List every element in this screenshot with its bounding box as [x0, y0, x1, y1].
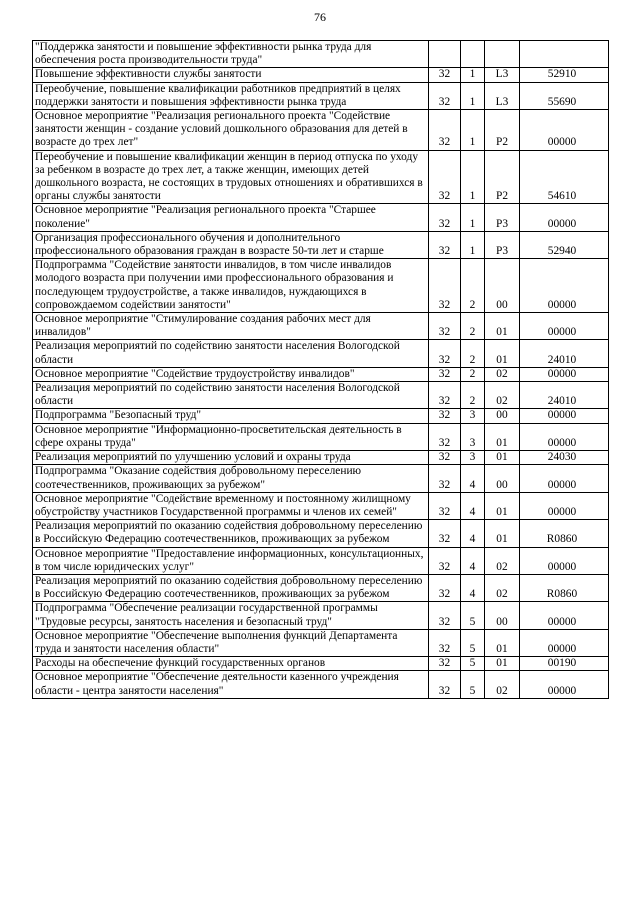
column-3-cell: 02	[485, 547, 520, 574]
column-1-cell	[429, 41, 461, 68]
column-2-cell: 3	[461, 409, 485, 423]
column-1-cell: 32	[429, 68, 461, 82]
table-row	[33, 382, 609, 409]
column-1-cell: 32	[429, 150, 461, 204]
column-1-cell: 32	[429, 259, 461, 313]
column-4-cell: 55690	[520, 82, 609, 109]
table-row	[33, 68, 609, 82]
column-3-cell: 01	[485, 520, 520, 547]
row-name-cell: Основное мероприятие "Обеспечение выполнения функций Департамента труда и занятости населения области"	[33, 629, 429, 656]
table-row	[33, 423, 609, 450]
column-1-cell: 32	[429, 657, 461, 671]
column-4-cell: 52910	[520, 68, 609, 82]
column-4-cell: 54610	[520, 150, 609, 204]
column-2-cell: 2	[461, 340, 485, 367]
column-3-cell: 01	[485, 340, 520, 367]
row-name-cell: Основное мероприятие "Стимулирование создания рабочих мест для инвалидов"	[33, 313, 429, 340]
row-name-cell: Подпрограмма "Содействие занятости инвалидов, в том числе инвалидов молодого возраста при получении ими профессионального образования и последующем трудоустройстве, а также инвалидов, нуждающихся в сопровождаемом содействии занятости"	[33, 259, 429, 313]
column-2-cell: 2	[461, 259, 485, 313]
table-row	[33, 110, 609, 151]
column-1-cell: 32	[429, 520, 461, 547]
column-3-cell: 02	[485, 382, 520, 409]
column-1-cell: 32	[429, 313, 461, 340]
row-name-cell: Расходы на обеспечение функций государственных органов	[33, 657, 429, 671]
table-row	[33, 367, 609, 381]
column-1-cell: 32	[429, 204, 461, 231]
table-row	[33, 204, 609, 231]
column-3-cell: 01	[485, 657, 520, 671]
column-1-cell: 32	[429, 602, 461, 629]
column-4-cell: 00000	[520, 110, 609, 151]
column-2-cell: 4	[461, 465, 485, 492]
table-row	[33, 451, 609, 465]
row-name-cell: Переобучение и повышение квалификации женщин в период отпуска по уходу за ребенком в возрасте до трех лет, а также женщин, имеющих детей дошкольного возраста, не состоящих в трудовых отношениях и обратившихся в органы службы занятости	[33, 150, 429, 204]
column-1-cell: 32	[429, 382, 461, 409]
row-name-cell: Подпрограмма "Обеспечение реализации государственной программы "Трудовые ресурсы, занятость населения и безопасный труд"	[33, 602, 429, 629]
table-row	[33, 409, 609, 423]
column-3-cell: 00	[485, 465, 520, 492]
column-3-cell: 01	[485, 629, 520, 656]
column-2-cell: 1	[461, 231, 485, 258]
column-3-cell: 01	[485, 451, 520, 465]
column-4-cell: 00000	[520, 409, 609, 423]
column-3-cell: 00	[485, 409, 520, 423]
column-2-cell: 2	[461, 313, 485, 340]
row-name-cell: Повышение эффективности службы занятости	[33, 68, 429, 82]
table-row	[33, 657, 609, 671]
column-2-cell: 1	[461, 150, 485, 204]
column-2-cell: 4	[461, 492, 485, 519]
table-row	[33, 629, 609, 656]
column-3-cell: P3	[485, 204, 520, 231]
column-4-cell: 00000	[520, 259, 609, 313]
column-1-cell: 32	[429, 547, 461, 574]
column-2-cell: 2	[461, 367, 485, 381]
column-1-cell: 32	[429, 409, 461, 423]
column-4-cell: 24010	[520, 340, 609, 367]
column-3-cell: 02	[485, 671, 520, 698]
row-name-cell: Реализация мероприятий по оказанию содействия добровольному переселению в Российскую Федерацию соотечественников, проживающих за рубежом	[33, 574, 429, 601]
table-row	[33, 520, 609, 547]
column-1-cell: 32	[429, 671, 461, 698]
column-2-cell: 5	[461, 629, 485, 656]
column-3-cell: P2	[485, 110, 520, 151]
row-name-cell: Основное мероприятие "Информационно-просветительская деятельность в сфере охраны труда"	[33, 423, 429, 450]
column-2-cell: 5	[461, 657, 485, 671]
column-4-cell: 24010	[520, 382, 609, 409]
row-name-cell: Реализация мероприятий по улучшению условий и охраны труда	[33, 451, 429, 465]
column-2-cell: 5	[461, 671, 485, 698]
column-4-cell: 00000	[520, 492, 609, 519]
row-name-cell: Основное мероприятие "Реализация регионального проекта "Содействие занятости женщин - создание условий дошкольного образования для детей в возрасте до трех лет"	[33, 110, 429, 151]
row-name-cell: Реализация мероприятий по содействию занятости населения Вологодской области	[33, 382, 429, 409]
column-3-cell: P2	[485, 150, 520, 204]
column-2-cell: 3	[461, 423, 485, 450]
row-name-cell: Основное мероприятие "Реализация регионального проекта "Старшее поколение"	[33, 204, 429, 231]
column-1-cell: 32	[429, 465, 461, 492]
column-4-cell: 00000	[520, 629, 609, 656]
column-2-cell: 5	[461, 602, 485, 629]
column-2-cell: 1	[461, 68, 485, 82]
column-3-cell: L3	[485, 82, 520, 109]
row-name-cell: Подпрограмма "Безопасный труд"	[33, 409, 429, 423]
column-4-cell: R0860	[520, 520, 609, 547]
column-4-cell	[520, 41, 609, 68]
column-4-cell: 00000	[520, 547, 609, 574]
column-4-cell: 00190	[520, 657, 609, 671]
column-1-cell: 32	[429, 492, 461, 519]
column-3-cell: 01	[485, 423, 520, 450]
table-row	[33, 465, 609, 492]
column-4-cell: 00000	[520, 465, 609, 492]
column-1-cell: 32	[429, 82, 461, 109]
table-row	[33, 82, 609, 109]
column-4-cell: 00000	[520, 602, 609, 629]
column-4-cell: 00000	[520, 313, 609, 340]
column-1-cell: 32	[429, 451, 461, 465]
table-row	[33, 41, 609, 68]
column-1-cell: 32	[429, 110, 461, 151]
column-3-cell: 01	[485, 313, 520, 340]
table-row	[33, 602, 609, 629]
budget-classification-table	[32, 40, 609, 699]
column-1-cell: 32	[429, 574, 461, 601]
row-name-cell: Основное мероприятие "Содействие трудоустройству инвалидов"	[33, 367, 429, 381]
column-4-cell: 00000	[520, 204, 609, 231]
row-name-cell: Организация профессионального обучения и дополнительного профессионального образования граждан в возрасте 50-ти лет и старше	[33, 231, 429, 258]
column-2-cell: 1	[461, 110, 485, 151]
row-name-cell: Основное мероприятие "Содействие временному и постоянному жилищному обустройству участников Государственной программы и членов их семей"	[33, 492, 429, 519]
column-4-cell: R0860	[520, 574, 609, 601]
column-3-cell: L3	[485, 68, 520, 82]
page-number: 76	[314, 10, 326, 24]
table-body	[33, 41, 609, 699]
row-name-cell: Переобучение, повышение квалификации работников предприятий в целях поддержки занятости и повышения эффективности рынка труда	[33, 82, 429, 109]
table-row	[33, 340, 609, 367]
column-1-cell: 32	[429, 629, 461, 656]
table-row	[33, 313, 609, 340]
column-3-cell: P3	[485, 231, 520, 258]
column-1-cell: 32	[429, 231, 461, 258]
column-3-cell: 01	[485, 492, 520, 519]
column-4-cell: 00000	[520, 671, 609, 698]
table-row	[33, 671, 609, 698]
column-3-cell: 00	[485, 259, 520, 313]
column-2-cell: 1	[461, 82, 485, 109]
row-name-cell: Основное мероприятие "Обеспечение деятельности казенного учреждения области - центра занятости населения"	[33, 671, 429, 698]
row-name-cell: "Поддержка занятости и повышение эффективности рынка труда для обеспечения роста производительности труда"	[33, 41, 429, 68]
table-row	[33, 492, 609, 519]
column-3-cell: 00	[485, 602, 520, 629]
column-3-cell	[485, 41, 520, 68]
column-4-cell: 24030	[520, 451, 609, 465]
row-name-cell: Основное мероприятие "Предоставление информационных, консультационных, в том числе юридических услуг"	[33, 547, 429, 574]
table-row	[33, 259, 609, 313]
column-1-cell: 32	[429, 367, 461, 381]
column-1-cell: 32	[429, 423, 461, 450]
column-2-cell: 4	[461, 547, 485, 574]
column-4-cell: 00000	[520, 423, 609, 450]
row-name-cell: Реализация мероприятий по оказанию содействия добровольному переселению в Российскую Федерацию соотечественников, проживающих за рубежом	[33, 520, 429, 547]
column-1-cell: 32	[429, 340, 461, 367]
column-2-cell	[461, 41, 485, 68]
table-row	[33, 150, 609, 204]
table-row	[33, 547, 609, 574]
column-4-cell: 52940	[520, 231, 609, 258]
column-4-cell: 00000	[520, 367, 609, 381]
row-name-cell: Реализация мероприятий по содействию занятости населения Вологодской области	[33, 340, 429, 367]
table-row	[33, 231, 609, 258]
column-2-cell: 4	[461, 574, 485, 601]
column-3-cell: 02	[485, 367, 520, 381]
row-name-cell: Подпрограмма "Оказание содействия добровольному переселению соотечественников, проживающих за рубежом"	[33, 465, 429, 492]
column-3-cell: 02	[485, 574, 520, 601]
column-2-cell: 2	[461, 382, 485, 409]
column-2-cell: 3	[461, 451, 485, 465]
column-2-cell: 4	[461, 520, 485, 547]
table-row	[33, 574, 609, 601]
column-2-cell: 1	[461, 204, 485, 231]
